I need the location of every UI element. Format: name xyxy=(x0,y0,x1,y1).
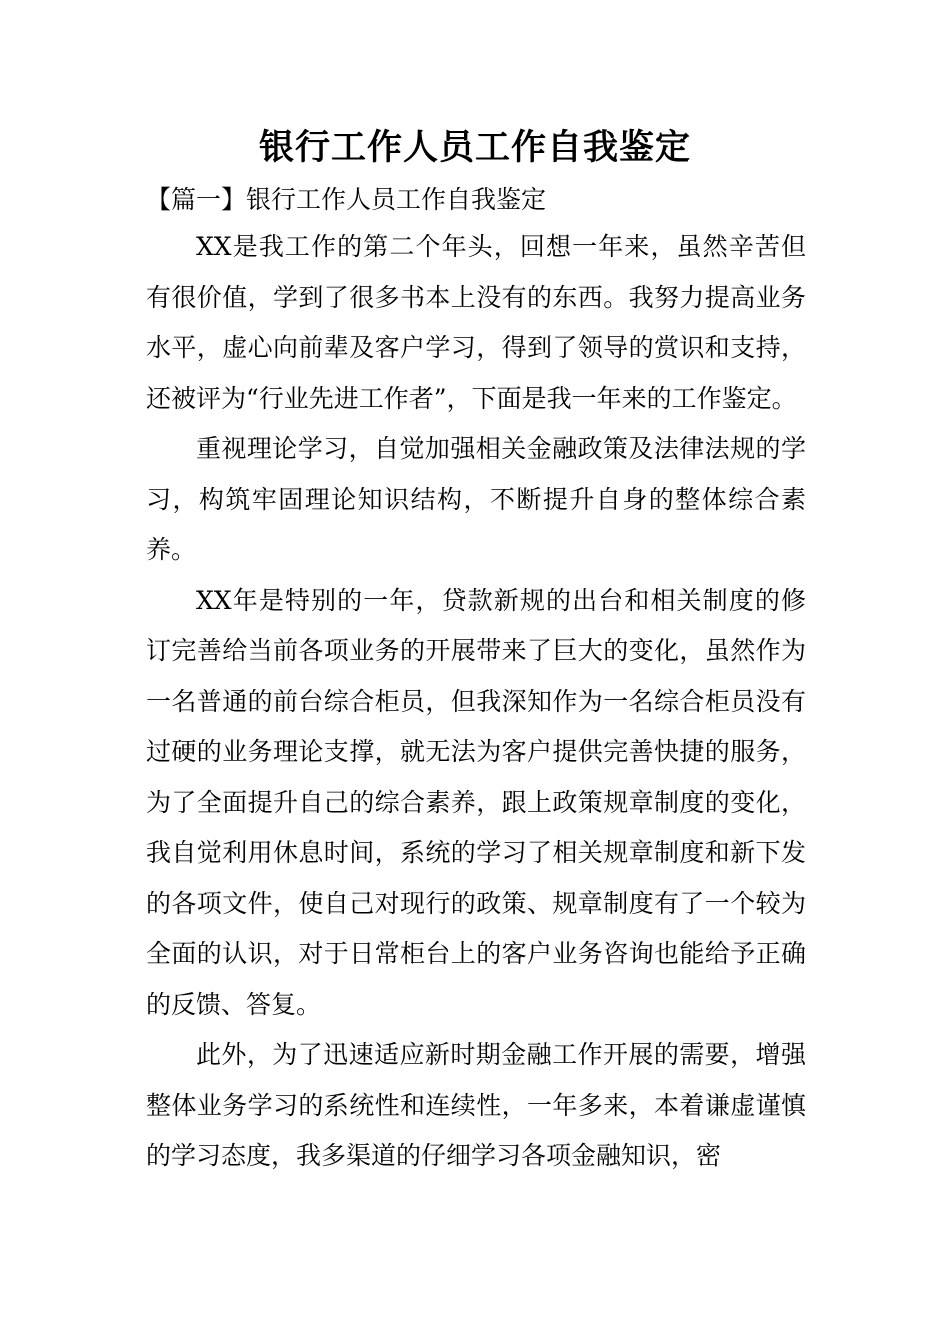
section-heading: 【篇一】银行工作人员工作自我鉴定 xyxy=(146,185,547,214)
body-paragraph: 此外，为了迅速适应新时期金融工作开展的需要，增强整体业务学习的系统性和连续性，一年多来，本着谦虚谨慎的学习态度，我多渠道的仔细学习各项金融知识，密 xyxy=(146,1040,806,1170)
body-paragraph: 重视理论学习，自觉加强相关金融政策及法律法规的学习，构筑牢固理论知识结构，不断提升自身的整体综合素养。 xyxy=(146,434,806,564)
body-paragraph: XX年是特别的一年，贷款新规的出台和相关制度的修订完善给当前各项业务的开展带来了巨大的变化，虽然作为一名普通的前台综合柜员，但我深知作为一名综合柜员没有过硬的业务理论支撑，就无法为客户提供完善快捷的服务，为了全面提升自己的综合素养，跟上政策规章制度的变化，我自觉利用休息时间，系统的学习了相关规章制度和新下发的各项文件，使自己对现行的政策、规章制度有了一个较为全面的认识，对于日常柜台上的客户业务咨询也能给予正确的反馈、答复。 xyxy=(146,585,806,1019)
body-paragraph: XX是我工作的第二个年头，回想一年来，虽然辛苦但有很价值，学到了很多书本上没有的东西。我努力提高业务水平，虚心向前辈及客户学习，得到了领导的赏识和支持，还被评为“行业先进工作者”，下面是我一年来的工作鉴定。 xyxy=(146,232,806,413)
document-title: 银行工作人员工作自我鉴定 xyxy=(258,127,691,168)
document-body xyxy=(146,222,806,1182)
